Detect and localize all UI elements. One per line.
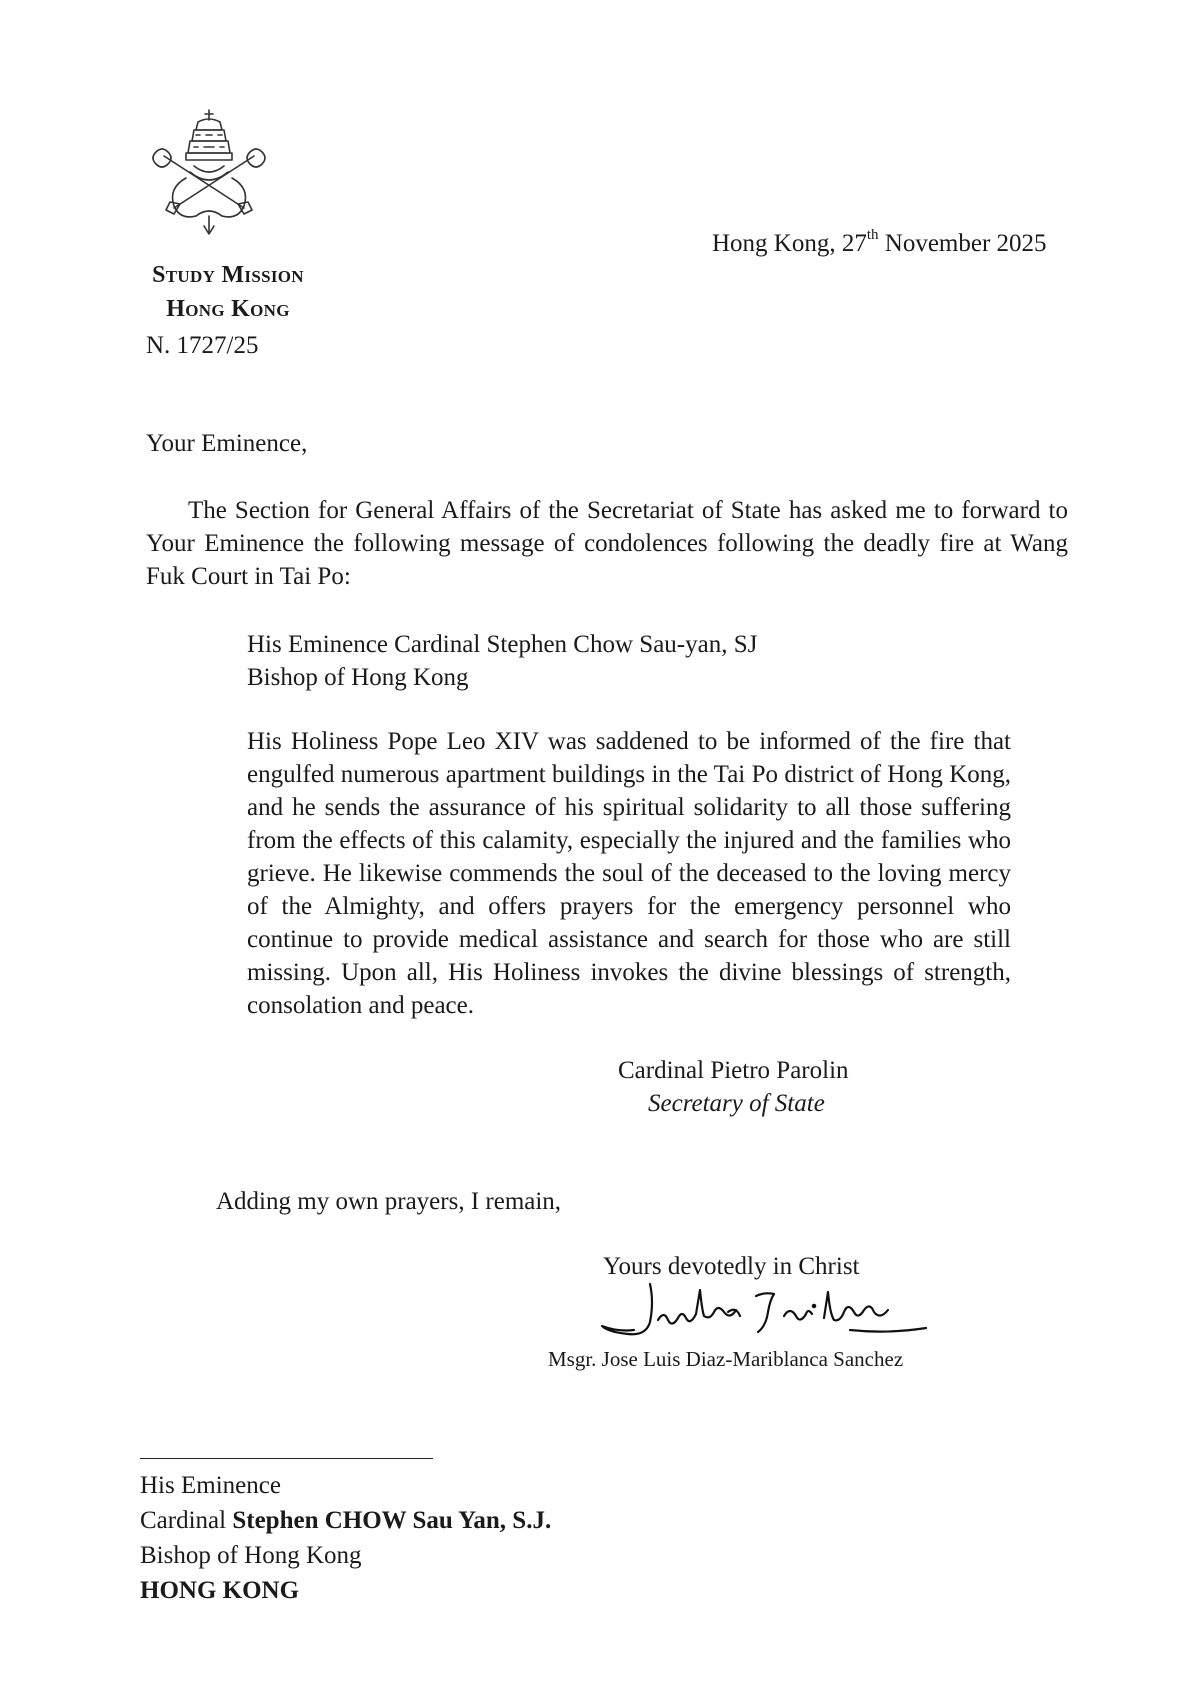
addressee-title: Bishop of Hong Kong (247, 664, 469, 691)
recipient-title: Cardinal (140, 1507, 233, 1534)
condolence-message: His Holiness Pope Leo XIV was saddened to be informed of the fire that engulfed numerous apartment buildings in the Tai Po district of Hong Kong, and he sends the assurance of his spiritual solidarity to all those suffering from the effects of this calamity, especially the injured and the families who grieve. He likewise commends the soul of the deceased to the loving mercy of the Almighty, and offers prayers for the emergency personnel who continue to provide medical assistance and search for those who are still missing. Upon all, His Holiness invokes the divine blessings of strength, consolation and peace. (247, 728, 1011, 1019)
salutation: Your Eminence, (146, 430, 308, 457)
recipient-name: Stephen CHOW Sau Yan, S.J. (232, 1507, 552, 1534)
message-signature-block (618, 1054, 918, 1120)
message-addressee (247, 628, 847, 694)
papal-coat-of-arms-icon (146, 108, 272, 236)
signer-name: Msgr. Jose Luis Diaz-Mariblanca Sanchez (548, 1347, 904, 1371)
closing-line: Yours devotedly in Christ (603, 1253, 860, 1280)
letter-date (712, 228, 1047, 261)
recipient-line-1: His Eminence (140, 1472, 281, 1499)
addressee-name: His Eminence Cardinal Stephen Chow Sau-yan, SJ (247, 631, 758, 658)
mission-header (118, 258, 338, 326)
intro-paragraph: The Section for General Affairs of the Secretariat of State has asked me to forward to Your Eminence the following message of condolences following the deadly fire at Wang Fuk Court in Tai Po: (146, 497, 1068, 590)
recipient-address (140, 1468, 551, 1608)
date-rest: November 2025 (878, 230, 1047, 257)
protocol-number: N. 1727/25 (146, 332, 259, 359)
recipient-line-2 (140, 1503, 551, 1538)
mission-location: Hong Kong (166, 296, 290, 322)
mission-name: Study Mission (152, 262, 304, 288)
recipient-line-4: HONG KONG (140, 1577, 300, 1604)
adding-prayers-line: Adding my own prayers, I remain, (216, 1188, 562, 1215)
recipient-line-3: Bishop of Hong Kong (140, 1542, 362, 1569)
message-signer-title: Secretary of State (648, 1090, 825, 1117)
date-ordinal: th (866, 227, 879, 243)
date-prefix: Hong Kong, 27 (712, 230, 867, 257)
divider (140, 1458, 433, 1459)
message-signer-name: Cardinal Pietro Parolin (618, 1057, 849, 1084)
handwritten-signature-icon (588, 1282, 938, 1340)
